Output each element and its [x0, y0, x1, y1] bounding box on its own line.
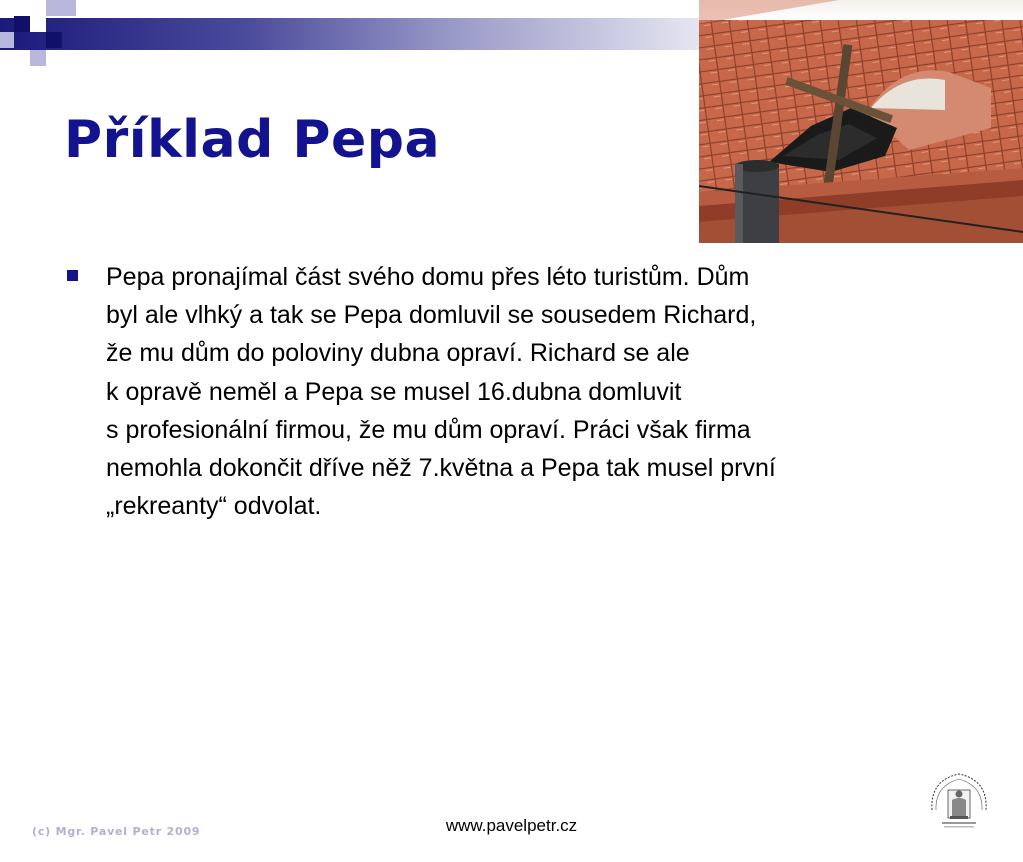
- deco-square: [30, 50, 46, 66]
- university-seal-logo: [926, 770, 992, 832]
- deco-square: [0, 32, 14, 48]
- deco-square: [46, 32, 62, 48]
- deco-square: [30, 16, 46, 32]
- bullet-line: nemohla dokončit dříve něž 7.května a Pepa tak musel první: [106, 454, 776, 483]
- deco-square: [46, 0, 62, 16]
- slide-title: Příklad Pepa: [64, 110, 441, 170]
- bullet-line: Pepa pronajímal část svého domu přes léto turistům. Dům: [106, 263, 750, 291]
- deco-square: [14, 16, 30, 32]
- bullet-paragraph: [64, 258, 974, 525]
- bullet-line: byl ale vlhký a tak se Pepa domluvil se sousedem Richard,: [106, 301, 757, 330]
- copyright-text: (c) Mgr. Pavel Petr 2009: [32, 825, 201, 838]
- website-link[interactable]: www.pavelpetr.cz: [445, 816, 578, 835]
- deco-square: [62, 0, 76, 16]
- bullet-line: že mu dům do poloviny dubna opraví. Richard se ale: [106, 339, 690, 368]
- bullet-line: s profesionální firmou, že mu dům opraví. Práci však firma: [106, 415, 751, 444]
- roof-repair-photo: [699, 0, 1023, 243]
- bullet-line: „rekreanty“ odvolat.: [106, 492, 322, 521]
- bullet-text: [106, 258, 974, 525]
- bullet-square-icon: [67, 270, 78, 281]
- header-gradient-band: [0, 18, 700, 50]
- bullet-line: k opravě neměl a Pepa se musel 16.dubna domluvit: [106, 377, 682, 406]
